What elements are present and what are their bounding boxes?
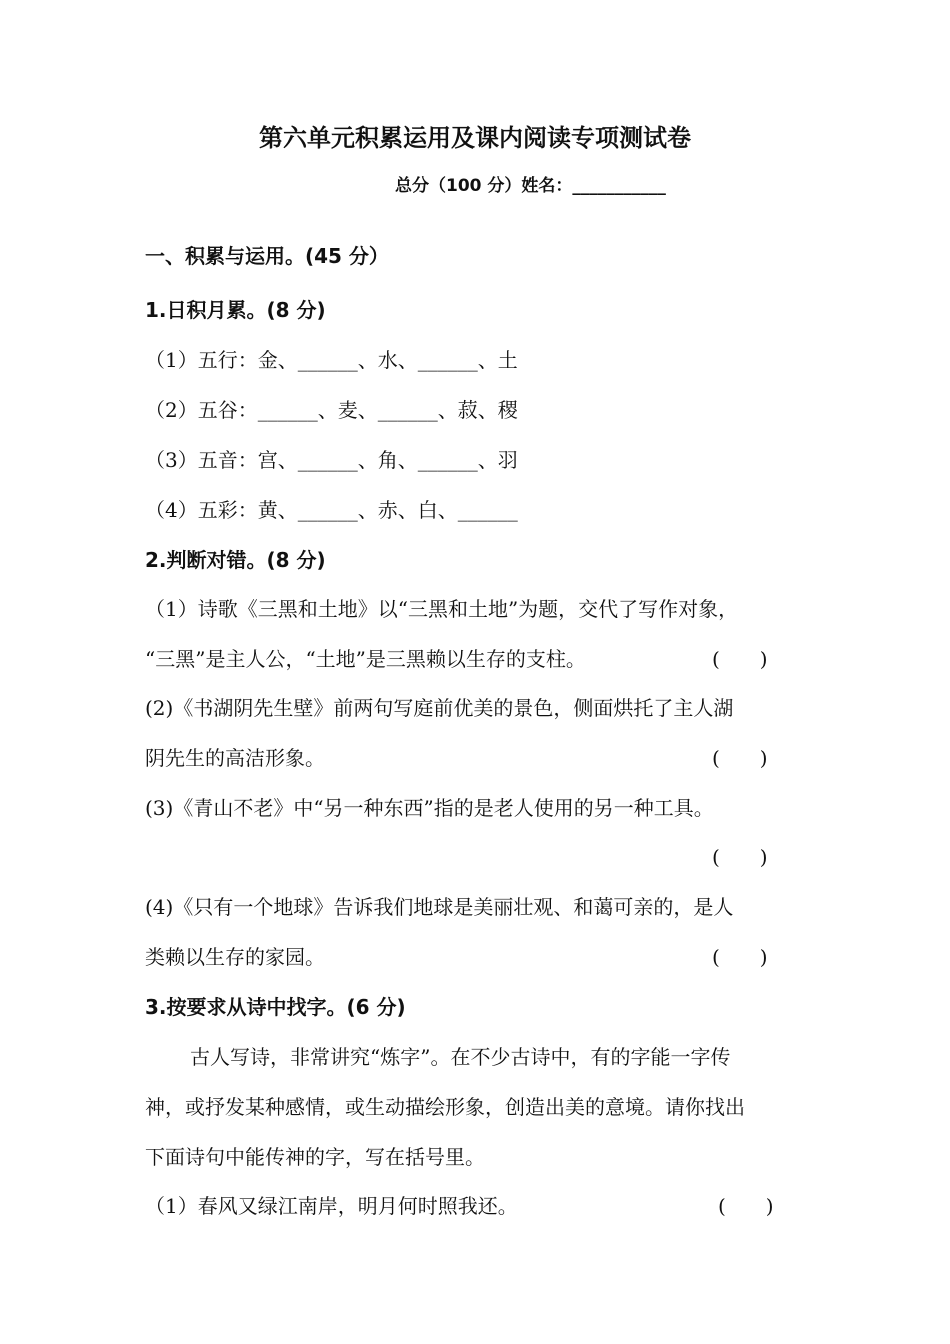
q3-intro-line-2: 神，或抒发某种感情，或生动描绘形象，创造出美的意境。请你找出 [145,1095,745,1119]
q1-item-1: （1）五行：金、______、水、______、土 [145,348,518,372]
section-heading: 一、积累与运用。(45 分） [145,244,389,268]
question-2-heading: 2.判断对错。(8 分) [145,548,326,572]
q2-item-2-line-2: 阴先生的高洁形象。 [145,746,325,770]
question-3-heading: 3.按要求从诗中找字。(6 分) [145,995,406,1019]
answer-paren[interactable]: ( ) [712,746,768,770]
q2-item-1-line-1: （1）诗歌《三黑和土地》以“三黑和土地”为题，交代了写作对象， [145,597,739,621]
question-1-heading: 1.日积月累。(8 分) [145,298,326,322]
answer-paren[interactable]: ( ) [712,647,768,671]
q2-item-2-line-1: (2)《书湖阴先生壁》前两句写庭前优美的景色，侧面烘托了主人湖 [145,696,734,720]
score-and-name-line: 总分（100 分）姓名：___________ [395,176,666,196]
q2-item-3-line-1: (3)《青山不老》中“另一种东西”指的是老人使用的另一种工具。 [145,796,714,820]
q3-intro-line-1: 古人写诗，非常讲究“炼字”。在不少古诗中，有的字能一字传 [190,1045,731,1069]
answer-paren[interactable]: ( ) [712,845,768,869]
q3-item-1: （1）春风又绿江南岸，明月何时照我还。 [145,1194,518,1218]
answer-paren[interactable]: ( ) [718,1194,774,1218]
q3-intro-line-3: 下面诗句中能传神的字，写在括号里。 [145,1145,485,1169]
q2-item-4-line-1: (4)《只有一个地球》告诉我们地球是美丽壮观、和蔼可亲的，是人 [145,895,734,919]
q2-item-1-line-2: “三黑”是主人公，“土地”是三黑赖以生存的支柱。 [145,647,586,671]
q1-item-3: （3）五音：宫、______、角、______、羽 [145,448,518,472]
page-title: 第六单元积累运用及课内阅读专项测试卷 [259,124,691,152]
q1-item-2: （2）五谷：______、麦、______、菽、稷 [145,398,518,422]
answer-paren[interactable]: ( ) [712,945,768,969]
q1-item-4: （4）五彩：黄、______、赤、白、______ [145,498,518,522]
q2-item-4-line-2: 类赖以生存的家园。 [145,945,325,969]
